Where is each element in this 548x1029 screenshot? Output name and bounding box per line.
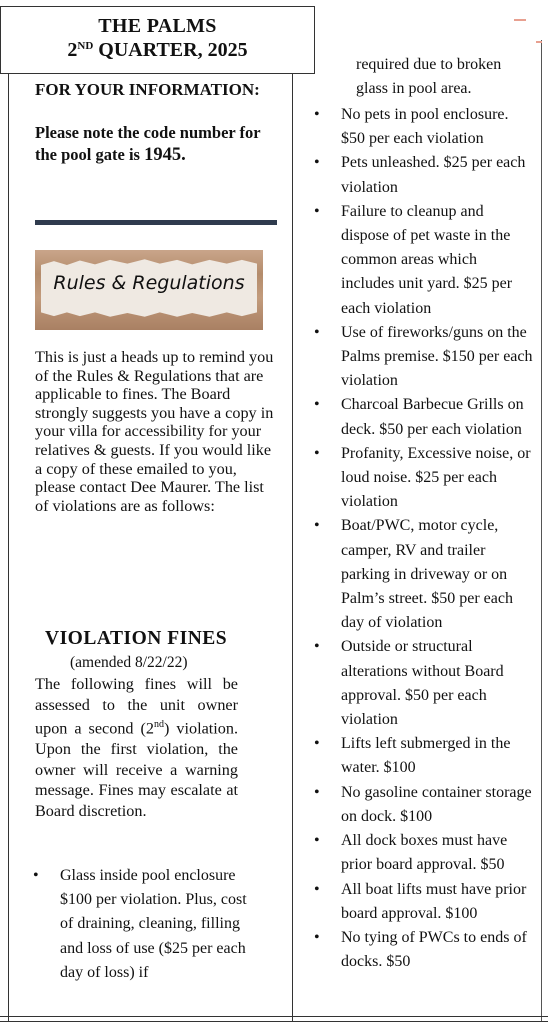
list-item: • Profanity, Excessive noise, or loud noise. $25 per each violation [314, 442, 534, 515]
list-item: • Failure to cleanup and dispose of pet waste in the common areas which includes unit yard. $25 per each violation [314, 200, 534, 321]
section-divider [35, 220, 277, 225]
left-column [35, 80, 277, 981]
fines-paragraph: The following fines will be assessed to the unit owner upon a second (2nd) violation. Upon the first violation, the owner will receive a warning message. Fines may escalate at Board discretion. [35, 675, 238, 820]
list-item: • Charcoal Barbecue Grills on deck. $50 per each violation [314, 393, 534, 441]
list-item: • Pets unleashed. $25 per each violation [314, 151, 534, 199]
intro-paragraph: This is just a heads up to remind you of the Rules & Regulations that are applicable to fines. The Board strongly suggests you have a copy in your villa for accessibility for your relatives & guests. If you would like a copy of these emailed to you, please contact Dee Maurer. The list of violations are as follows: [35, 348, 274, 515]
newsletter-header [0, 6, 315, 74]
list-item: • Glass inside pool enclosure $100 per violation. Plus, cost of draining, cleaning, filling and loss of use ($25 per each day of loss) if [33, 864, 263, 985]
left-border [8, 74, 9, 1022]
newsletter-issue: 2ND QUARTER, 2025 [67, 39, 248, 61]
right-border [541, 40, 542, 1022]
decorative-mark [536, 41, 542, 43]
newsletter-title: THE PALMS [98, 15, 217, 37]
pool-gate-code: 1945. [144, 145, 186, 165]
violation-list-left [33, 864, 263, 985]
banner-text: Rules & Regulations [53, 272, 245, 294]
continued-text: required due to broken glass in pool area. [356, 56, 502, 98]
list-item: • No gasoline container storage on dock. $100 [314, 781, 534, 829]
decorative-mark [514, 19, 526, 21]
list-item: • No tying of PWCs to ends of docks. $50 [314, 926, 534, 974]
pool-code-note: Please note the code number for the pool gate is 1945. [35, 123, 261, 165]
amended-date: (amended 8/22/22) [70, 654, 188, 671]
rules-banner-image [35, 250, 263, 330]
list-item: • Use of fireworks/guns on the Palms premise. $150 per each violation [314, 321, 534, 394]
list-item: • No pets in pool enclosure. $50 per each violation [314, 103, 534, 151]
list-item: • Lifts left submerged in the water. $100 [314, 732, 534, 780]
column-divider-line [292, 44, 293, 1022]
list-item: • Boat/PWC, motor cycle, camper, RV and trailer parking in driveway or on Palm’s street. $50 per each day of violation [314, 514, 534, 635]
fyi-heading: FOR YOUR INFORMATION: [35, 80, 260, 99]
bottom-border [0, 1016, 548, 1017]
list-item: • All boat lifts must have prior board approval. $100 [314, 878, 534, 926]
bottom-border-outer [0, 1021, 548, 1022]
list-item: • All dock boxes must have prior board approval. $50 [314, 829, 534, 877]
violation-list-right [314, 103, 534, 974]
violation-fines-title: VIOLATION FINES [45, 628, 228, 649]
list-item: • Outside or structural alterations without Board approval. $50 per each violation [314, 635, 534, 732]
